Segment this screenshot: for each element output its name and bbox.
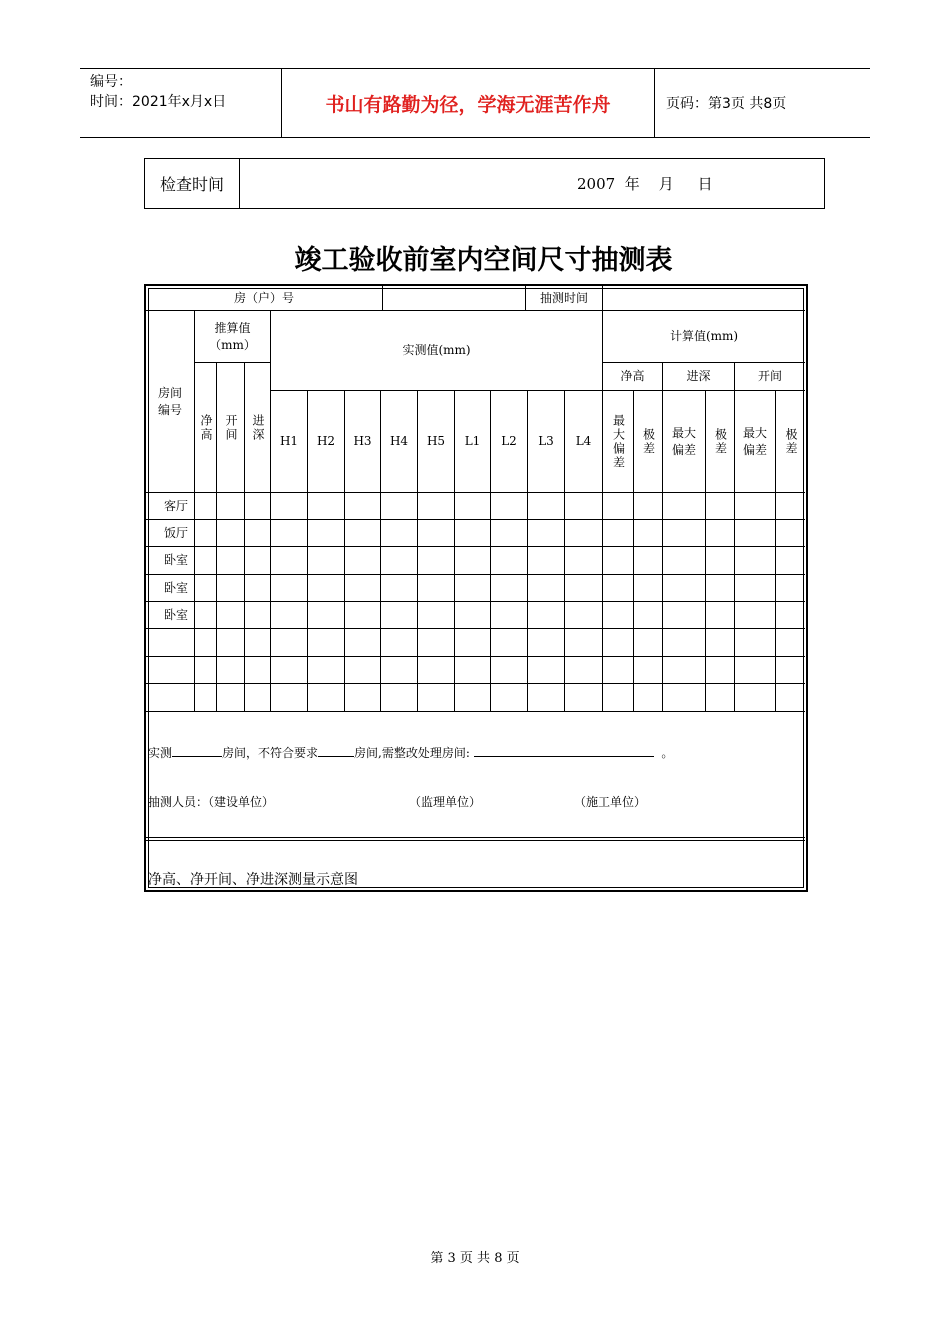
table-cell[interactable] bbox=[345, 493, 381, 520]
table-cell[interactable] bbox=[663, 493, 706, 520]
estimated-col-0: 净高 bbox=[195, 363, 217, 493]
table-cell[interactable] bbox=[217, 493, 245, 520]
table-cell[interactable] bbox=[345, 575, 381, 602]
table-cell[interactable] bbox=[418, 575, 455, 602]
header-divider bbox=[654, 69, 655, 137]
table-cell[interactable] bbox=[455, 575, 491, 602]
room-household-label: 房（户）号 bbox=[146, 286, 383, 311]
table-cell[interactable] bbox=[308, 684, 345, 712]
table-cell[interactable] bbox=[603, 684, 634, 712]
table-cell[interactable] bbox=[491, 657, 528, 684]
calculated-group-1: 进深 bbox=[663, 363, 735, 391]
table-cell[interactable] bbox=[663, 547, 706, 575]
room-number-header: 房间 编号 bbox=[146, 311, 195, 493]
table-cell[interactable] bbox=[706, 657, 735, 684]
table-cell[interactable] bbox=[381, 575, 418, 602]
table-cell[interactable] bbox=[634, 629, 663, 657]
table-cell[interactable] bbox=[776, 657, 805, 684]
sample-time-label: 抽测时间 bbox=[526, 286, 603, 311]
table-cell[interactable] bbox=[381, 493, 418, 520]
table-cell[interactable] bbox=[245, 629, 271, 657]
table-cell[interactable] bbox=[245, 493, 271, 520]
table-cell[interactable] bbox=[381, 657, 418, 684]
calculated-group-0: 净高 bbox=[603, 363, 663, 391]
table-cell[interactable] bbox=[776, 602, 805, 629]
table-cell[interactable] bbox=[735, 493, 776, 520]
table-cell[interactable] bbox=[308, 629, 345, 657]
measured-col-h1: H1 bbox=[271, 391, 308, 493]
calculated-col-4: 最大 偏差 bbox=[735, 391, 776, 493]
table-cell[interactable] bbox=[603, 657, 634, 684]
calculated-col-1: 极差 bbox=[634, 391, 663, 493]
measured-col-h5: H5 bbox=[418, 391, 455, 493]
table-cell[interactable] bbox=[455, 684, 491, 712]
table-cell[interactable] bbox=[528, 520, 565, 547]
table-cell[interactable] bbox=[217, 629, 245, 657]
table-cell[interactable] bbox=[706, 684, 735, 712]
check-time-label: 检查时间 bbox=[145, 159, 240, 208]
table-cell[interactable] bbox=[195, 547, 217, 575]
table-cell[interactable] bbox=[663, 629, 706, 657]
table-cell[interactable] bbox=[528, 602, 565, 629]
table-cell[interactable] bbox=[491, 547, 528, 575]
table-cell[interactable] bbox=[345, 520, 381, 547]
measured-col-l3: L3 bbox=[528, 391, 565, 493]
header-page-info: 页码：第3页 共8页 bbox=[666, 96, 787, 112]
page-title: 竣工验收前室内空间尺寸抽测表 bbox=[294, 245, 673, 276]
section-divider bbox=[146, 837, 805, 838]
table-cell[interactable] bbox=[308, 657, 345, 684]
table-cell[interactable] bbox=[735, 602, 776, 629]
table-cell[interactable] bbox=[528, 629, 565, 657]
table-cell[interactable] bbox=[735, 684, 776, 712]
calculated-group-2: 开间 bbox=[735, 363, 805, 391]
measured-col-l4: L4 bbox=[565, 391, 603, 493]
calculated-value-header: 计算值(mm) bbox=[603, 311, 805, 363]
table-cell[interactable] bbox=[308, 602, 345, 629]
table-cell[interactable] bbox=[776, 575, 805, 602]
table-cell[interactable] bbox=[776, 684, 805, 712]
table-cell[interactable] bbox=[381, 629, 418, 657]
section-divider bbox=[146, 840, 805, 841]
table-cell[interactable] bbox=[528, 493, 565, 520]
table-cell[interactable] bbox=[455, 629, 491, 657]
header-meta bbox=[90, 72, 280, 112]
table-cell[interactable] bbox=[418, 493, 455, 520]
table-cell[interactable] bbox=[528, 684, 565, 712]
table-cell[interactable] bbox=[345, 684, 381, 712]
table-cell[interactable] bbox=[418, 520, 455, 547]
table-cell[interactable] bbox=[455, 493, 491, 520]
table-cell[interactable] bbox=[706, 493, 735, 520]
table-cell[interactable] bbox=[217, 657, 245, 684]
table-cell[interactable] bbox=[565, 520, 603, 547]
table-cell[interactable] bbox=[418, 602, 455, 629]
diagram-note-line bbox=[148, 869, 358, 889]
measured-col-h3: H3 bbox=[345, 391, 381, 493]
table-cell[interactable] bbox=[776, 629, 805, 657]
table-cell[interactable] bbox=[565, 493, 603, 520]
table-cell[interactable] bbox=[565, 547, 603, 575]
table-cell[interactable] bbox=[491, 684, 528, 712]
contractor-slot bbox=[574, 793, 646, 810]
table-cell[interactable] bbox=[603, 575, 634, 602]
summary-rectify-label: 房间,需整改处理房间: bbox=[354, 746, 470, 760]
table-cell[interactable] bbox=[565, 684, 603, 712]
table-cell[interactable] bbox=[195, 657, 217, 684]
table-cell[interactable] bbox=[271, 493, 308, 520]
room-household-value[interactable] bbox=[383, 286, 526, 311]
table-cell[interactable] bbox=[491, 629, 528, 657]
page-footer: 第 3 页 共 8 页 bbox=[430, 1251, 520, 1266]
table-cell[interactable] bbox=[381, 684, 418, 712]
diagram-note: 净高、净开间、净进深测量示意图 bbox=[148, 872, 358, 888]
table-cell[interactable] bbox=[455, 547, 491, 575]
time-label: 时间：2021年x月x日 bbox=[90, 94, 227, 110]
measured-col-l1: L1 bbox=[455, 391, 491, 493]
table-cell[interactable] bbox=[735, 547, 776, 575]
table-cell[interactable] bbox=[345, 629, 381, 657]
table-cell[interactable] bbox=[455, 602, 491, 629]
table-cell[interactable] bbox=[271, 629, 308, 657]
table-cell[interactable] bbox=[528, 657, 565, 684]
table-cell[interactable] bbox=[603, 547, 634, 575]
table-cell[interactable] bbox=[706, 629, 735, 657]
table-cell[interactable] bbox=[565, 657, 603, 684]
table-cell[interactable] bbox=[345, 547, 381, 575]
table-cell[interactable] bbox=[308, 493, 345, 520]
table-cell[interactable] bbox=[776, 547, 805, 575]
table-cell[interactable] bbox=[217, 602, 245, 629]
table-cell[interactable] bbox=[735, 629, 776, 657]
table-cell[interactable] bbox=[634, 547, 663, 575]
summary-noncompliant-label: 房间，不符合要求 bbox=[222, 746, 319, 760]
table-cell[interactable] bbox=[706, 547, 735, 575]
table-cell[interactable] bbox=[634, 657, 663, 684]
table-cell[interactable] bbox=[735, 657, 776, 684]
table-cell[interactable] bbox=[491, 520, 528, 547]
summary-line bbox=[148, 744, 673, 761]
table-cell[interactable] bbox=[776, 493, 805, 520]
table-row-room-label: 饭厅 bbox=[146, 520, 195, 547]
table-cell[interactable] bbox=[634, 493, 663, 520]
table-cell[interactable] bbox=[245, 547, 271, 575]
measured-col-h2: H2 bbox=[308, 391, 345, 493]
summary-end: 。 bbox=[653, 746, 674, 760]
table-cell[interactable] bbox=[245, 602, 271, 629]
table-cell[interactable] bbox=[381, 547, 418, 575]
header-motto: 书山有路勤为径，学海无涯苦作舟 bbox=[325, 93, 611, 116]
table-row-room-label bbox=[146, 629, 195, 657]
table-cell[interactable] bbox=[663, 520, 706, 547]
table-row-room-label bbox=[146, 684, 195, 712]
table-cell[interactable] bbox=[634, 602, 663, 629]
inspector-construction-unit: 抽测人员：（建设单位） bbox=[148, 795, 275, 809]
table-cell[interactable] bbox=[565, 602, 603, 629]
table-cell[interactable] bbox=[245, 684, 271, 712]
table-cell[interactable] bbox=[308, 520, 345, 547]
table-cell[interactable] bbox=[271, 657, 308, 684]
table-cell[interactable] bbox=[381, 520, 418, 547]
table-cell[interactable] bbox=[663, 657, 706, 684]
table-cell[interactable] bbox=[217, 575, 245, 602]
measured-value-header: 实测值(mm) bbox=[271, 311, 603, 391]
summary-measured-count-field[interactable] bbox=[172, 744, 222, 757]
table-row-room-label: 卧室 bbox=[146, 547, 195, 575]
table-cell[interactable] bbox=[706, 520, 735, 547]
serial-label: 编号： bbox=[90, 74, 132, 90]
table-cell[interactable] bbox=[455, 520, 491, 547]
table-cell[interactable] bbox=[195, 520, 217, 547]
table-cell[interactable] bbox=[491, 575, 528, 602]
calculated-col-0: 最大偏差 bbox=[603, 391, 634, 493]
table-cell[interactable] bbox=[345, 657, 381, 684]
estimated-col-2: 进深 bbox=[245, 363, 271, 493]
table-cell[interactable] bbox=[381, 602, 418, 629]
measurement-table bbox=[144, 284, 808, 892]
table-cell[interactable] bbox=[603, 602, 634, 629]
table-cell[interactable] bbox=[491, 602, 528, 629]
summary-noncompliant-count-field[interactable] bbox=[318, 744, 354, 757]
table-cell[interactable] bbox=[245, 520, 271, 547]
check-time-box bbox=[144, 158, 825, 209]
table-row-room-label: 卧室 bbox=[146, 602, 195, 629]
table-cell[interactable] bbox=[195, 684, 217, 712]
table-cell[interactable] bbox=[663, 602, 706, 629]
page-header bbox=[80, 68, 870, 138]
table-cell[interactable] bbox=[418, 657, 455, 684]
table-cell[interactable] bbox=[603, 629, 634, 657]
calculated-col-2: 最大 偏差 bbox=[663, 391, 706, 493]
table-cell[interactable] bbox=[345, 602, 381, 629]
table-cell[interactable] bbox=[603, 493, 634, 520]
measured-col-l2: L2 bbox=[491, 391, 528, 493]
table-cell[interactable] bbox=[217, 684, 245, 712]
table-cell[interactable] bbox=[634, 684, 663, 712]
measured-col-h4: H4 bbox=[381, 391, 418, 493]
estimated-value-header: 推算值 （mm） bbox=[195, 311, 271, 363]
table-cell[interactable] bbox=[195, 602, 217, 629]
sample-time-value[interactable] bbox=[603, 286, 805, 311]
table-cell[interactable] bbox=[735, 575, 776, 602]
table-cell[interactable] bbox=[271, 602, 308, 629]
table-cell[interactable] bbox=[271, 520, 308, 547]
table-row-room-label: 客厅 bbox=[146, 493, 195, 520]
check-time-date[interactable]: 2007 年 月 日 bbox=[577, 175, 713, 193]
summary-measured-label: 实测 bbox=[148, 746, 173, 760]
table-cell[interactable] bbox=[271, 575, 308, 602]
table-cell[interactable] bbox=[565, 629, 603, 657]
summary-rectify-rooms-field[interactable] bbox=[474, 744, 654, 757]
table-cell[interactable] bbox=[663, 684, 706, 712]
table-cell[interactable] bbox=[706, 602, 735, 629]
table-cell[interactable] bbox=[528, 575, 565, 602]
table-cell[interactable] bbox=[776, 520, 805, 547]
table-cell[interactable] bbox=[455, 657, 491, 684]
table-cell[interactable] bbox=[271, 684, 308, 712]
table-cell[interactable] bbox=[418, 629, 455, 657]
table-cell[interactable] bbox=[603, 520, 634, 547]
table-cell[interactable] bbox=[565, 575, 603, 602]
table-cell[interactable] bbox=[245, 657, 271, 684]
calculated-col-3: 极差 bbox=[706, 391, 735, 493]
table-cell[interactable] bbox=[528, 547, 565, 575]
table-cell[interactable] bbox=[195, 493, 217, 520]
table-cell[interactable] bbox=[308, 547, 345, 575]
table-cell[interactable] bbox=[706, 575, 735, 602]
table-cell[interactable] bbox=[195, 629, 217, 657]
inspectors-line bbox=[148, 793, 274, 810]
inspector-supervision-unit: （监理单位） bbox=[409, 795, 482, 809]
table-row-room-label: 卧室 bbox=[146, 575, 195, 602]
table-cell[interactable] bbox=[245, 575, 271, 602]
inspector-contractor-unit: （施工单位） bbox=[574, 795, 647, 809]
table-cell[interactable] bbox=[491, 493, 528, 520]
table-cell[interactable] bbox=[217, 520, 245, 547]
supervisor-slot bbox=[409, 793, 481, 810]
table-row-room-label bbox=[146, 657, 195, 684]
table-cell[interactable] bbox=[418, 547, 455, 575]
estimated-col-1: 开间 bbox=[217, 363, 245, 493]
table-cell[interactable] bbox=[634, 575, 663, 602]
table-cell[interactable] bbox=[663, 575, 706, 602]
table-cell[interactable] bbox=[418, 684, 455, 712]
table-cell[interactable] bbox=[634, 520, 663, 547]
calculated-col-5: 极差 bbox=[776, 391, 805, 493]
table-cell[interactable] bbox=[308, 575, 345, 602]
table-cell[interactable] bbox=[271, 547, 308, 575]
table-cell[interactable] bbox=[735, 520, 776, 547]
table-cell[interactable] bbox=[217, 547, 245, 575]
table-cell[interactable] bbox=[195, 575, 217, 602]
